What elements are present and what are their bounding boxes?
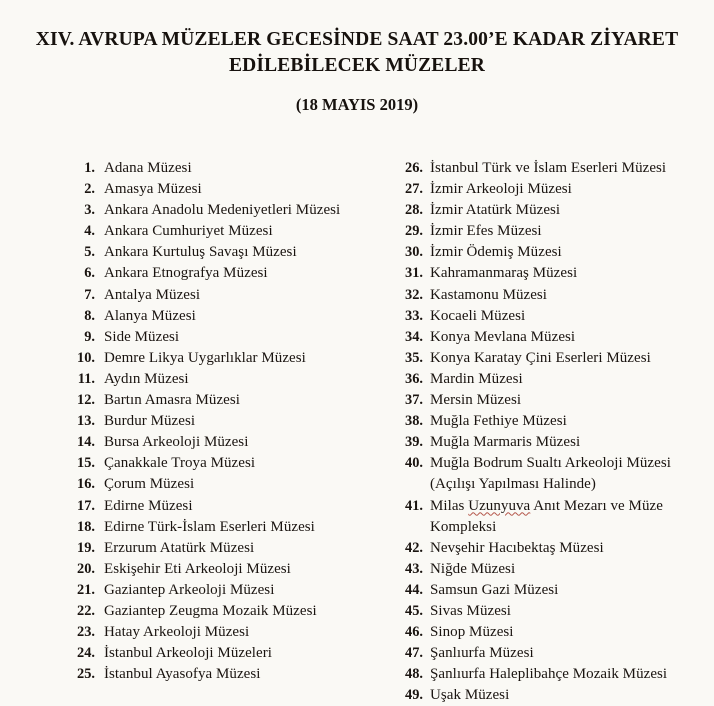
museum-list-item-number: 44. [405,581,423,598]
museum-list-item-name [95,263,382,284]
museum-name-text: Adana Müzesi [104,160,192,176]
museum-list-item-continuation: (Açılışı Yapılması Halinde) [430,476,596,493]
museum-name-text: İzmir Efes Müzesi [430,223,542,240]
museum-list-item-name [423,179,708,200]
museum-list-item-number: 10. [77,349,95,366]
museum-name-text: Demre Likya Uygarlıklar Müzesi [104,349,306,366]
museum-name-text: Çanakkale Troya Müzesi [104,455,256,472]
museum-list-item [62,348,382,369]
museum-name-text: Nevşehir Hacıbektaş Müzesi [430,539,604,556]
museum-list-item-name [423,158,708,179]
museum-name-text: İstanbul Arkeoloji Müzeleri [104,645,272,662]
museum-list-item-number: 1. [84,160,95,176]
museum-list-item [62,285,382,306]
museum-name-text: Şanlıurfa Müzesi [430,645,534,662]
museum-list-item-number: 21. [77,581,95,598]
museum-name-text: Ankara Etnografya Müzesi [104,265,268,282]
museum-name-text: Kahramanmaraş Müzesi [430,265,578,282]
museum-list-item [62,221,382,242]
museum-list-item [62,327,382,348]
museum-list-item [396,158,708,179]
museum-list-item-name [95,664,382,685]
museum-list-item-number: 26. [405,160,423,176]
museum-list-item-number: 12. [77,392,95,409]
museum-list-item [396,263,708,284]
museum-list-item-name [95,496,382,517]
museum-name-text: Kastamonu Müzesi [430,286,548,303]
museum-list-item-number: 5. [84,244,95,261]
museum-list-item-number: 25. [77,666,95,683]
museum-list-item-name [95,538,382,559]
document-heading [0,0,714,115]
museum-list-item-number: 17. [77,497,95,514]
museum-list-item-number: 45. [405,602,423,619]
museum-list-item-number: 35. [405,349,423,366]
museum-list-item [396,685,708,706]
museum-list-item [62,580,382,601]
museum-list-item-name [423,685,708,706]
museum-list-item-name [423,580,708,601]
museum-list-item [396,200,708,221]
museum-list-item-number: 15. [77,455,95,472]
museum-name-text: Çorum Müzesi [104,476,195,493]
museum-list-item-name [423,200,708,221]
museum-list-item-number: 33. [405,307,423,324]
museum-list-item-name [95,622,382,643]
museum-list-item-number: 31. [405,265,423,282]
museum-name-text: Mardin Müzesi [430,370,523,387]
museum-list-item-name [423,390,708,411]
museum-list-item-name [423,643,708,664]
museum-list-item-name [95,517,382,538]
museum-list-item-name [95,285,382,306]
museum-list-item [62,559,382,580]
museum-list-item [62,474,382,495]
museum-name-text: İstanbul Türk ve İslam Eserleri Müzesi [430,160,667,176]
museum-list-item [396,411,708,432]
museum-name-text: Side Müzesi [104,328,180,345]
museum-list-item-name [95,221,382,242]
museum-name-text: Alanya Müzesi [104,307,196,324]
museum-list-item-number: 40. [405,455,423,472]
museum-list-item-name [95,580,382,601]
museum-list-item-number: 7. [84,286,95,303]
museum-list-item-name [95,453,382,474]
museum-name-text: Burdur Müzesi [104,413,196,430]
museum-list-item-number: 48. [405,666,423,683]
museum-name-text: Gaziantep Arkeoloji Müzesi [104,581,275,598]
museum-list-column-left [62,158,382,685]
museum-list-item [396,664,708,685]
museum-list-item [62,622,382,643]
museum-list-item-number: 22. [77,602,95,619]
museum-list-item [396,179,708,200]
museum-list-item-number: 13. [77,413,95,430]
museum-list-item-name [423,453,708,495]
museum-list-item [62,496,382,517]
museum-name-text: Amasya Müzesi [104,181,202,198]
museum-list-item-name [95,158,382,179]
museum-name-text: Konya Mevlana Müzesi [430,328,576,345]
museum-list-item-name [423,664,708,685]
museum-name-text: Hatay Arkeoloji Müzesi [104,624,250,641]
museum-list-item [62,411,382,432]
museum-list-item-number: 38. [405,413,423,430]
museum-list-item [62,263,382,284]
museum-list-item-name [423,348,708,369]
museum-list-item [62,601,382,622]
museum-list-item-number: 8. [84,307,95,324]
museum-list-item-number: 14. [77,434,95,451]
museum-name-text: Edirne Müzesi [104,497,193,514]
museum-name-text: Antalya Müzesi [104,286,201,303]
museum-list-item-number: 23. [77,624,95,641]
museum-name-text: İstanbul Ayasofya Müzesi [104,666,261,683]
museum-list-item [396,390,708,411]
museum-list-item-number: 2. [84,181,95,198]
museum-name-text: Sinop Müzesi [430,624,514,641]
museum-list-item-name [423,369,708,390]
museum-list-item [396,601,708,622]
museum-list-item-number: 29. [405,223,423,240]
museum-list-item-number: 18. [77,518,95,535]
museum-list-item [396,453,708,495]
museum-list-item-number: 6. [84,265,95,282]
museum-list-item-name [95,369,382,390]
museum-list-item-name [423,559,708,580]
museum-list-item [396,580,708,601]
museum-list-item-number: 32. [405,286,423,303]
museum-list-item [62,369,382,390]
page-title-line-2: EDİLEBİLECEK MÜZELER [228,55,486,76]
museum-list-item-name [95,242,382,263]
museum-list-item-name [95,432,382,453]
museum-list-item [62,643,382,664]
museum-list-item-number: 47. [405,645,423,662]
museum-list-item-name [95,390,382,411]
museum-list-item-number: 3. [84,202,95,219]
museum-list-item [396,242,708,263]
museum-list-item-number: 42. [405,539,423,556]
museum-list-item-number: 4. [84,223,95,240]
museum-list-item [396,622,708,643]
museum-name-text: Bursa Arkeoloji Müzesi [104,434,249,451]
museum-list-item-number: 36. [405,370,423,387]
museum-list-item-name [95,327,382,348]
museum-list-item-name [95,601,382,622]
museum-name-text: Ankara Anadolu Medeniyetleri Müzesi [104,202,341,219]
museum-list-item [62,517,382,538]
museum-list-item-number: 37. [405,392,423,409]
museum-name-text: İzmir Arkeoloji Müzesi [430,181,572,198]
museum-list-item [396,327,708,348]
museum-list-column-right [396,158,708,706]
museum-list-item-number: 34. [405,328,423,345]
museum-name-text: Bartın Amasra Müzesi [104,392,240,409]
museum-list-item [396,559,708,580]
museum-list-item-number: 9. [84,328,95,345]
museum-name-text: Ankara Kurtuluş Savaşı Müzesi [104,244,297,261]
museum-list-item-name [423,601,708,622]
museum-list-item [396,306,708,327]
museum-list-item-name [423,538,708,559]
museum-name-text: Konya Karatay Çini Eserleri Müzesi [430,349,651,366]
museum-list-item [396,221,708,242]
museum-list-item-number: 49. [405,687,423,704]
museum-list-item [62,200,382,221]
museum-list-item [62,432,382,453]
museum-list-item-number: 28. [405,202,423,219]
spellcheck-flagged-word: Uzunyuva [468,497,531,514]
museum-list-item-name [95,179,382,200]
museum-name-text: Ankara Cumhuriyet Müzesi [104,223,273,240]
museum-list-item-number: 11. [77,370,95,387]
museum-list-item [396,538,708,559]
museum-list-item-name [423,242,708,263]
museum-name-text: Şanlıurfa Haleplibahçe Mozaik Müzesi [430,666,668,683]
museum-list-item-name [95,306,382,327]
museum-list-item-name [423,327,708,348]
museum-name-text: Muğla Bodrum Sualtı Arkeoloji Müzesi [430,455,671,472]
page-date: (18 MAYIS 2019) [295,95,419,114]
museum-list-item-number: 41. [405,497,423,514]
museum-list-item [62,538,382,559]
museum-list-item-name [95,411,382,432]
museum-name-text: Uşak Müzesi [430,687,510,704]
museum-list-item-number: 19. [77,539,95,556]
museum-name-text: Muğla Fethiye Müzesi [430,413,567,430]
museum-list-item [62,179,382,200]
museum-name-text: Samsun Gazi Müzesi [430,581,559,598]
museum-list-item [62,306,382,327]
museum-name-text: İzmir Atatürk Müzesi [430,202,561,219]
museum-list-item-name [423,263,708,284]
museum-list-item [62,390,382,411]
museum-list-item-name [95,559,382,580]
museum-list-item-name [423,221,708,242]
museum-list-item-name [423,306,708,327]
museum-list-item-name [95,643,382,664]
museum-list-item-name [423,622,708,643]
museum-list-item-continuation: Kompleksi [430,518,497,535]
museum-list-item-number: 20. [77,560,95,577]
museum-list-item-name [95,348,382,369]
museum-list-item [62,453,382,474]
museum-name-text: Edirne Türk-İslam Eserleri Müzesi [104,518,315,535]
museum-list-item-name [95,474,382,495]
museum-list-item-number: 16. [77,476,95,493]
museum-name-text: Kocaeli Müzesi [430,307,526,324]
museum-list-item-name [423,432,708,453]
museum-list-item [62,158,382,179]
museum-name-text: Sivas Müzesi [430,602,512,619]
museum-list-item-number: 43. [405,560,423,577]
museum-list-item-number: 46. [405,624,423,641]
museum-name-text: Muğla Marmaris Müzesi [430,434,581,451]
museum-name-text: Anıt Mezarı ve Müze [530,497,663,514]
museum-list-item-number: 27. [405,181,423,198]
museum-list-item [396,348,708,369]
museum-list-item-number: 24. [77,645,95,662]
museum-name-text: Aydın Müzesi [104,370,189,387]
museum-list-item-name [423,285,708,306]
museum-name-text: Gaziantep Zeugma Mozaik Müzesi [104,602,317,619]
museum-list-item-name [95,200,382,221]
museum-list-item [396,432,708,453]
museum-list-item-number: 39. [405,434,423,451]
museum-name-text: Milas [430,497,469,514]
museum-list-item [396,285,708,306]
museum-list-item [62,242,382,263]
museum-name-text: Eskişehir Eti Arkeoloji Müzesi [104,560,291,577]
page-title-line-1: XIV. AVRUPA MÜZELER GECESİNDE SAAT 23.00’E KADAR ZİYARET [35,29,679,50]
museum-name-text: İzmir Ödemiş Müzesi [430,244,562,261]
museum-list-item [396,643,708,664]
museum-name-text: Niğde Müzesi [430,560,516,577]
museum-list-item [396,369,708,390]
museum-list-item-name [423,411,708,432]
museum-list-item-number: 30. [405,244,423,261]
museum-list-item [396,496,708,538]
museum-list-item-name [423,496,708,538]
museum-name-text: Erzurum Atatürk Müzesi [104,539,255,556]
museum-name-text: Mersin Müzesi [430,392,522,409]
museum-list-item [62,664,382,685]
